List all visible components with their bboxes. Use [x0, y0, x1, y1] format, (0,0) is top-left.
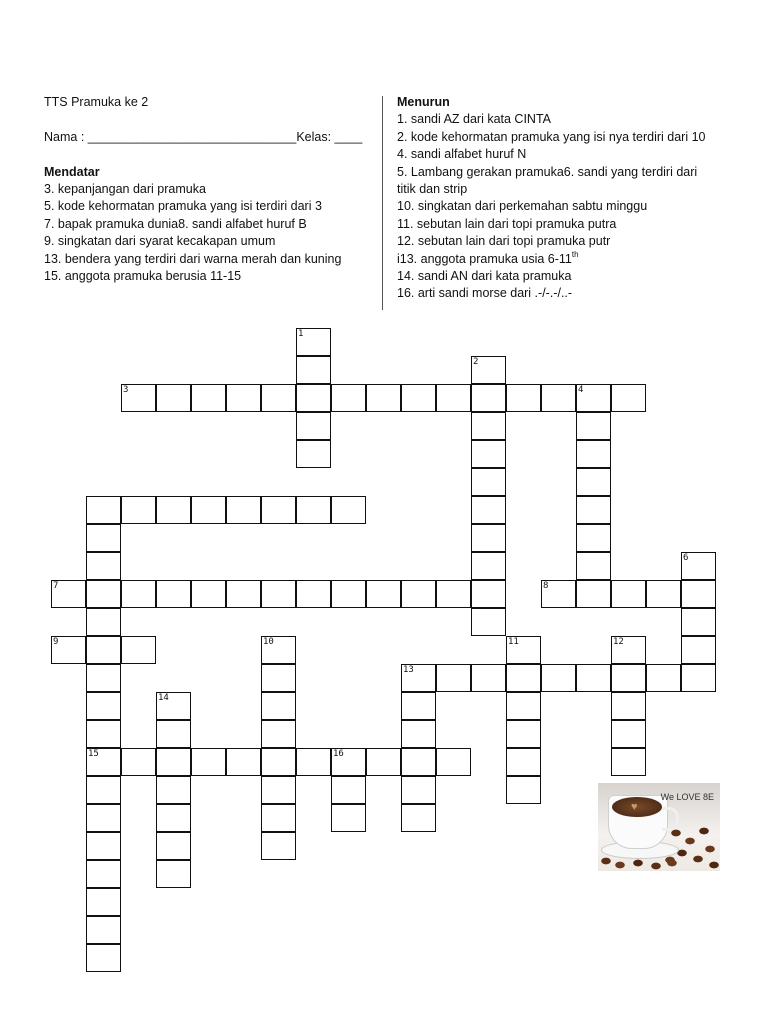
crossword-cell[interactable] [156, 860, 191, 888]
menurun-clue: 5. Lambang gerakan pramuka6. sandi yang terdiri dari [397, 164, 698, 179]
crossword-cell[interactable] [261, 636, 296, 664]
mendatar-clue: 15. anggota pramuka berusia 11-15 [44, 269, 242, 284]
clue-number: 4 [578, 385, 584, 395]
crossword-cell[interactable] [681, 552, 716, 580]
crossword-cell[interactable] [576, 412, 611, 440]
clue-number: 9 [53, 637, 59, 647]
name-class-line[interactable]: Nama : ______________________________Kelas: ____ [44, 129, 363, 144]
clue-number: 6 [683, 553, 689, 563]
crossword-cell[interactable] [86, 944, 121, 972]
clue-number: 7 [53, 581, 59, 591]
page-title: TTS Pramuka ke 2 [44, 95, 149, 109]
crossword-cell[interactable] [366, 748, 401, 776]
clue-number: 12 [613, 637, 624, 647]
crossword-cell[interactable] [261, 804, 296, 832]
menurun-clue: 2. kode kehormatan pramuka yang isi nya terdiri dari 10 [397, 129, 706, 144]
crossword-cell[interactable] [576, 496, 611, 524]
menurun-clue: 14. sandi AN dari kata pramuka [397, 269, 572, 284]
crossword-cell[interactable] [51, 580, 86, 608]
crossword-cell[interactable] [541, 384, 576, 412]
crossword-cell[interactable] [86, 860, 121, 888]
crossword-cell[interactable] [576, 440, 611, 468]
crossword-cell[interactable] [86, 664, 121, 692]
mendatar-clue: 13. bendera yang terdiri dari warna merah dan kuning [44, 251, 342, 266]
crossword-cell[interactable] [611, 664, 646, 692]
crossword-cell[interactable] [156, 692, 191, 720]
crossword-cell[interactable] [506, 748, 541, 776]
clue-number: 13 [403, 665, 414, 675]
crossword-cell[interactable] [611, 384, 646, 412]
crossword-cell[interactable] [86, 608, 121, 636]
crossword-cell[interactable] [436, 384, 471, 412]
crossword-cell[interactable] [296, 412, 331, 440]
crossword-cell[interactable] [611, 636, 646, 664]
crossword-cell[interactable] [296, 384, 331, 412]
crossword-cell[interactable] [121, 496, 156, 524]
crossword-cell[interactable] [576, 552, 611, 580]
crossword-cell[interactable] [506, 776, 541, 804]
crossword-cell[interactable] [296, 356, 331, 384]
crossword-cell[interactable] [436, 664, 471, 692]
crossword-cell[interactable] [681, 580, 716, 608]
crossword-cell[interactable] [576, 664, 611, 692]
crossword-cell[interactable] [401, 664, 436, 692]
crossword-cell[interactable] [296, 328, 331, 356]
mendatar-clue: 7. bapak pramuka dunia8. sandi alfabet huruf B [44, 216, 307, 231]
crossword-cell[interactable] [296, 496, 331, 524]
crossword-cell[interactable] [51, 636, 86, 664]
crossword-cell[interactable] [471, 412, 506, 440]
crossword-cell[interactable] [261, 776, 296, 804]
menurun-clue: titik dan strip [397, 182, 468, 197]
crossword-cell[interactable] [226, 580, 261, 608]
mendatar-heading: Mendatar [44, 164, 100, 179]
menurun-heading: Menurun [397, 95, 450, 109]
crossword-cell[interactable] [366, 384, 401, 412]
crossword-cell[interactable] [506, 384, 541, 412]
menurun-clue: 1. sandi AZ dari kata CINTA [397, 112, 551, 127]
crossword-cell[interactable] [261, 720, 296, 748]
crossword-cell[interactable] [471, 440, 506, 468]
crossword-cell[interactable] [261, 664, 296, 692]
crossword-cell[interactable] [681, 636, 716, 664]
menurun-clue: 11. sebutan lain dari topi pramuka putra [397, 216, 617, 231]
mendatar-clue: 3. kepanjangan dari pramuka [44, 182, 206, 196]
crossword-cell[interactable] [331, 776, 366, 804]
crossword-cell[interactable] [471, 608, 506, 636]
crossword-cell[interactable] [121, 580, 156, 608]
mendatar-clue: 9. singkatan dari syarat kecakapan umum [44, 234, 276, 249]
crossword-cell[interactable] [86, 636, 121, 664]
crossword-cell[interactable] [576, 524, 611, 552]
crossword-cell[interactable] [86, 916, 121, 944]
crossword-cell[interactable] [576, 468, 611, 496]
crossword-cell[interactable] [261, 384, 296, 412]
crossword-cell[interactable] [86, 552, 121, 580]
crossword-cell[interactable] [261, 496, 296, 524]
crossword-cell[interactable] [86, 804, 121, 832]
clue-number: 14 [158, 693, 169, 703]
crossword-cell[interactable] [261, 580, 296, 608]
crossword-cell[interactable] [506, 664, 541, 692]
crossword-cell[interactable] [611, 720, 646, 748]
crossword-cell[interactable] [156, 776, 191, 804]
crossword-cell[interactable] [401, 748, 436, 776]
crossword-cell[interactable] [366, 580, 401, 608]
mendatar-clue: 5. kode kehormatan pramuka yang isi terdiri dari 3 [44, 199, 322, 214]
crossword-cell[interactable] [471, 552, 506, 580]
crossword-cell[interactable] [191, 580, 226, 608]
crossword-cell[interactable] [86, 692, 121, 720]
clue-number: 3 [123, 385, 129, 395]
cup-handle-icon [662, 807, 679, 831]
crossword-cell[interactable] [471, 580, 506, 608]
crossword-cell[interactable] [226, 384, 261, 412]
crossword-cell[interactable] [261, 832, 296, 860]
crossword-cell[interactable] [226, 748, 261, 776]
promo-text: We LOVE 8E [660, 792, 714, 802]
crossword-cell[interactable] [541, 580, 576, 608]
menurun-clue-13-sup: th [571, 249, 579, 259]
crossword-cell[interactable] [191, 748, 226, 776]
crossword-cell[interactable] [121, 636, 156, 664]
menurun-clue-13-text: i13. anggota pramuka usia 6-11 [397, 251, 572, 266]
crossword-cell[interactable] [86, 888, 121, 916]
crossword-cell[interactable] [436, 748, 471, 776]
crossword-cell[interactable] [611, 692, 646, 720]
crossword-cell[interactable] [506, 636, 541, 664]
crossword-cell[interactable] [471, 496, 506, 524]
crossword-cell[interactable] [681, 664, 716, 692]
crossword-cell[interactable] [121, 748, 156, 776]
crossword-cell[interactable] [471, 664, 506, 692]
crossword-cell[interactable] [156, 580, 191, 608]
crossword-cell[interactable] [436, 580, 471, 608]
crossword-cell[interactable] [401, 776, 436, 804]
crossword-cell[interactable] [576, 384, 611, 412]
crossword-cell[interactable] [296, 440, 331, 468]
heart-icon: ♥ [631, 801, 638, 813]
crossword-cell[interactable] [506, 720, 541, 748]
crossword-cell[interactable] [401, 580, 436, 608]
crossword-cell[interactable] [471, 468, 506, 496]
crossword-cell[interactable] [296, 580, 331, 608]
crossword-cell[interactable] [86, 748, 121, 776]
menurun-clue: 4. sandi alfabet huruf N [397, 147, 527, 162]
coffee-promo-image [598, 783, 720, 871]
crossword-cell[interactable] [681, 608, 716, 636]
crossword-cell[interactable] [331, 804, 366, 832]
crossword-cell[interactable] [401, 384, 436, 412]
menurun-clue: 16. arti sandi morse dari .-/-.-/..- [397, 286, 573, 301]
crossword-cell[interactable] [471, 356, 506, 384]
crossword-cell[interactable] [331, 496, 366, 524]
crossword-cell[interactable] [401, 804, 436, 832]
crossword-cell[interactable] [506, 692, 541, 720]
coffee-beans-icon [598, 853, 678, 871]
menurun-clue: 12. sebutan lain dari topi pramuka putr [397, 234, 611, 249]
crossword-cell[interactable] [611, 748, 646, 776]
crossword-cell[interactable] [86, 776, 121, 804]
crossword-cell[interactable] [156, 720, 191, 748]
crossword-cell[interactable] [86, 496, 121, 524]
clue-number: 1 [298, 329, 304, 339]
crossword-cell[interactable] [401, 720, 436, 748]
crossword-cell[interactable] [156, 748, 191, 776]
crossword-cell[interactable] [541, 664, 576, 692]
crossword-cell[interactable] [296, 748, 331, 776]
crossword-cell[interactable] [646, 580, 681, 608]
crossword-cell[interactable] [86, 832, 121, 860]
crossword-cell[interactable] [471, 524, 506, 552]
crossword-cell[interactable] [121, 384, 156, 412]
crossword-cell[interactable] [331, 748, 366, 776]
clue-number: 8 [543, 581, 549, 591]
crossword-cell[interactable] [261, 748, 296, 776]
crossword-cell[interactable] [646, 664, 681, 692]
clue-number: 10 [263, 637, 274, 647]
clue-number: 16 [333, 749, 344, 759]
crossword-cell[interactable] [86, 720, 121, 748]
crossword-cell[interactable] [611, 580, 646, 608]
crossword-cell[interactable] [156, 832, 191, 860]
menurun-clue: 10. singkatan dari perkemahan sabtu minggu [397, 199, 648, 214]
crossword-cell[interactable] [226, 496, 261, 524]
crossword-cell[interactable] [156, 496, 191, 524]
clue-number: 11 [508, 637, 519, 647]
clue-number: 2 [473, 357, 479, 367]
crossword-cell[interactable] [331, 384, 366, 412]
crossword-cell[interactable] [576, 580, 611, 608]
crossword-cell[interactable] [86, 580, 121, 608]
crossword-cell[interactable] [86, 524, 121, 552]
crossword-cell[interactable] [261, 692, 296, 720]
crossword-cell[interactable] [331, 580, 366, 608]
crossword-cell[interactable] [401, 692, 436, 720]
crossword-cell[interactable] [471, 384, 506, 412]
crossword-cell[interactable] [191, 496, 226, 524]
clue-number: 15 [88, 749, 99, 759]
crossword-cell[interactable] [156, 804, 191, 832]
crossword-cell[interactable] [156, 384, 191, 412]
crossword-cell[interactable] [191, 384, 226, 412]
